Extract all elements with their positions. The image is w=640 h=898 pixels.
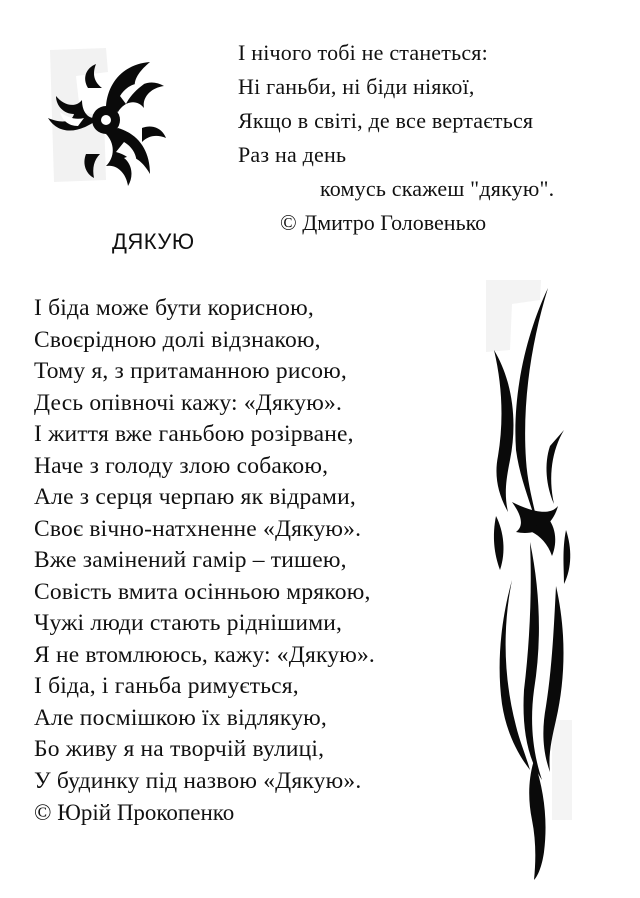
poem-line: І біда, і ганьба римується, [34, 673, 299, 699]
poem-title: ДЯКУЮ [112, 229, 195, 254]
epigraph-line: Раз на день [238, 142, 347, 167]
poem-line: Але посмішкою їх відлякую, [34, 704, 327, 731]
poem-line: У будинку під назвою «Дякую». [34, 767, 362, 794]
poem-line: Своє вічно-натхненне «Дякую». [34, 515, 362, 542]
poem-line: І біда може бути корисною, [34, 295, 314, 321]
poem-line: Совість вмита осінньою мрякою, [34, 578, 371, 605]
epigraph-line: комусь скажеш "дякую". [320, 176, 555, 201]
poem-line: Своєрідною долі відзнакою, [34, 326, 321, 353]
tribal-triskele-icon [46, 42, 174, 190]
poem-line: Десь опівночі кажу: «Дякую». [34, 389, 343, 416]
poem-body [34, 293, 474, 829]
poem-line: Вже замінений гамір – тишею, [34, 547, 347, 573]
poem-line: Бо живу я на творчій вулиці, [34, 736, 325, 762]
epigraph-author: © Дмитро Головенько [280, 210, 487, 235]
epigraph-line: Ні ганьби, ні біди ніякої, [238, 74, 475, 99]
epigraph-line: І нічого тобі не станеться: [238, 40, 488, 65]
poem-line: Чужі люди стають ріднішими, [34, 610, 343, 636]
poem-line: Але з серця черпаю як відрами, [34, 484, 356, 510]
tribal-vertical-ornament-icon [472, 280, 592, 880]
poem-line: І життя вже ганьбою розірване, [34, 421, 354, 447]
epigraph-line: Якщо в світі, де все вертається [238, 108, 534, 133]
poem-line: Тому я, з притаманною рисою, [34, 358, 348, 384]
poem-author: © Юрій Прокопенко [34, 800, 235, 825]
poem-line: Я не втомлююсь, кажу: «Дякую». [34, 641, 375, 668]
epigraph [238, 36, 633, 240]
poem-line: Наче з голоду злою собакою, [34, 452, 329, 479]
